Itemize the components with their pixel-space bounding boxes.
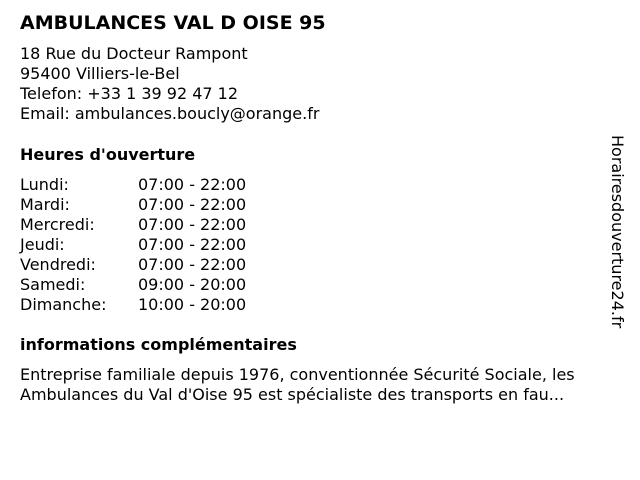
opening-hours-table bbox=[20, 175, 620, 315]
time-range: 10:00 - 20:00 bbox=[138, 295, 247, 314]
day-label: Mardi: bbox=[20, 195, 70, 214]
day-label: Dimanche: bbox=[20, 295, 107, 314]
day-label: Lundi: bbox=[20, 175, 69, 194]
phone-number: Telefon: +33 1 39 92 47 12 bbox=[20, 84, 239, 103]
time-range: 07:00 - 22:00 bbox=[138, 255, 247, 274]
time-range: 09:00 - 20:00 bbox=[138, 275, 247, 294]
business-name: AMBULANCES VAL D OISE 95 bbox=[20, 12, 326, 34]
day-label: Jeudi: bbox=[20, 235, 65, 254]
day-label: Samedi: bbox=[20, 275, 86, 294]
hours-row-sunday bbox=[20, 295, 620, 315]
opening-hours-heading: Heures d'ouverture bbox=[20, 145, 196, 164]
email-address: Email: ambulances.boucly@orange.fr bbox=[20, 104, 320, 123]
hours-row-saturday bbox=[20, 275, 620, 295]
hours-row-wednesday bbox=[20, 215, 620, 235]
contact-block bbox=[20, 44, 620, 124]
hours-row-thursday bbox=[20, 235, 620, 255]
hours-row-monday bbox=[20, 175, 620, 195]
address-street: 18 Rue du Docteur Rampont bbox=[20, 44, 248, 63]
watermark-text: Horairesdouverture24.fr bbox=[608, 135, 627, 329]
time-range: 07:00 - 22:00 bbox=[138, 175, 247, 194]
business-card bbox=[20, 10, 620, 405]
time-range: 07:00 - 22:00 bbox=[138, 215, 247, 234]
additional-info-text: Entreprise familiale depuis 1976, conventionnée Sécurité Sociale, les Ambulances du Val d'Oise 95 est spécialiste des transports en fau... bbox=[20, 365, 575, 404]
day-label: Mercredi: bbox=[20, 215, 95, 234]
time-range: 07:00 - 22:00 bbox=[138, 195, 247, 214]
hours-row-friday bbox=[20, 255, 620, 275]
day-label: Vendredi: bbox=[20, 255, 96, 274]
additional-info-heading: informations complémentaires bbox=[20, 335, 297, 354]
time-range: 07:00 - 22:00 bbox=[138, 235, 247, 254]
address-city: 95400 Villiers-le-Bel bbox=[20, 64, 180, 83]
hours-row-tuesday bbox=[20, 195, 620, 215]
